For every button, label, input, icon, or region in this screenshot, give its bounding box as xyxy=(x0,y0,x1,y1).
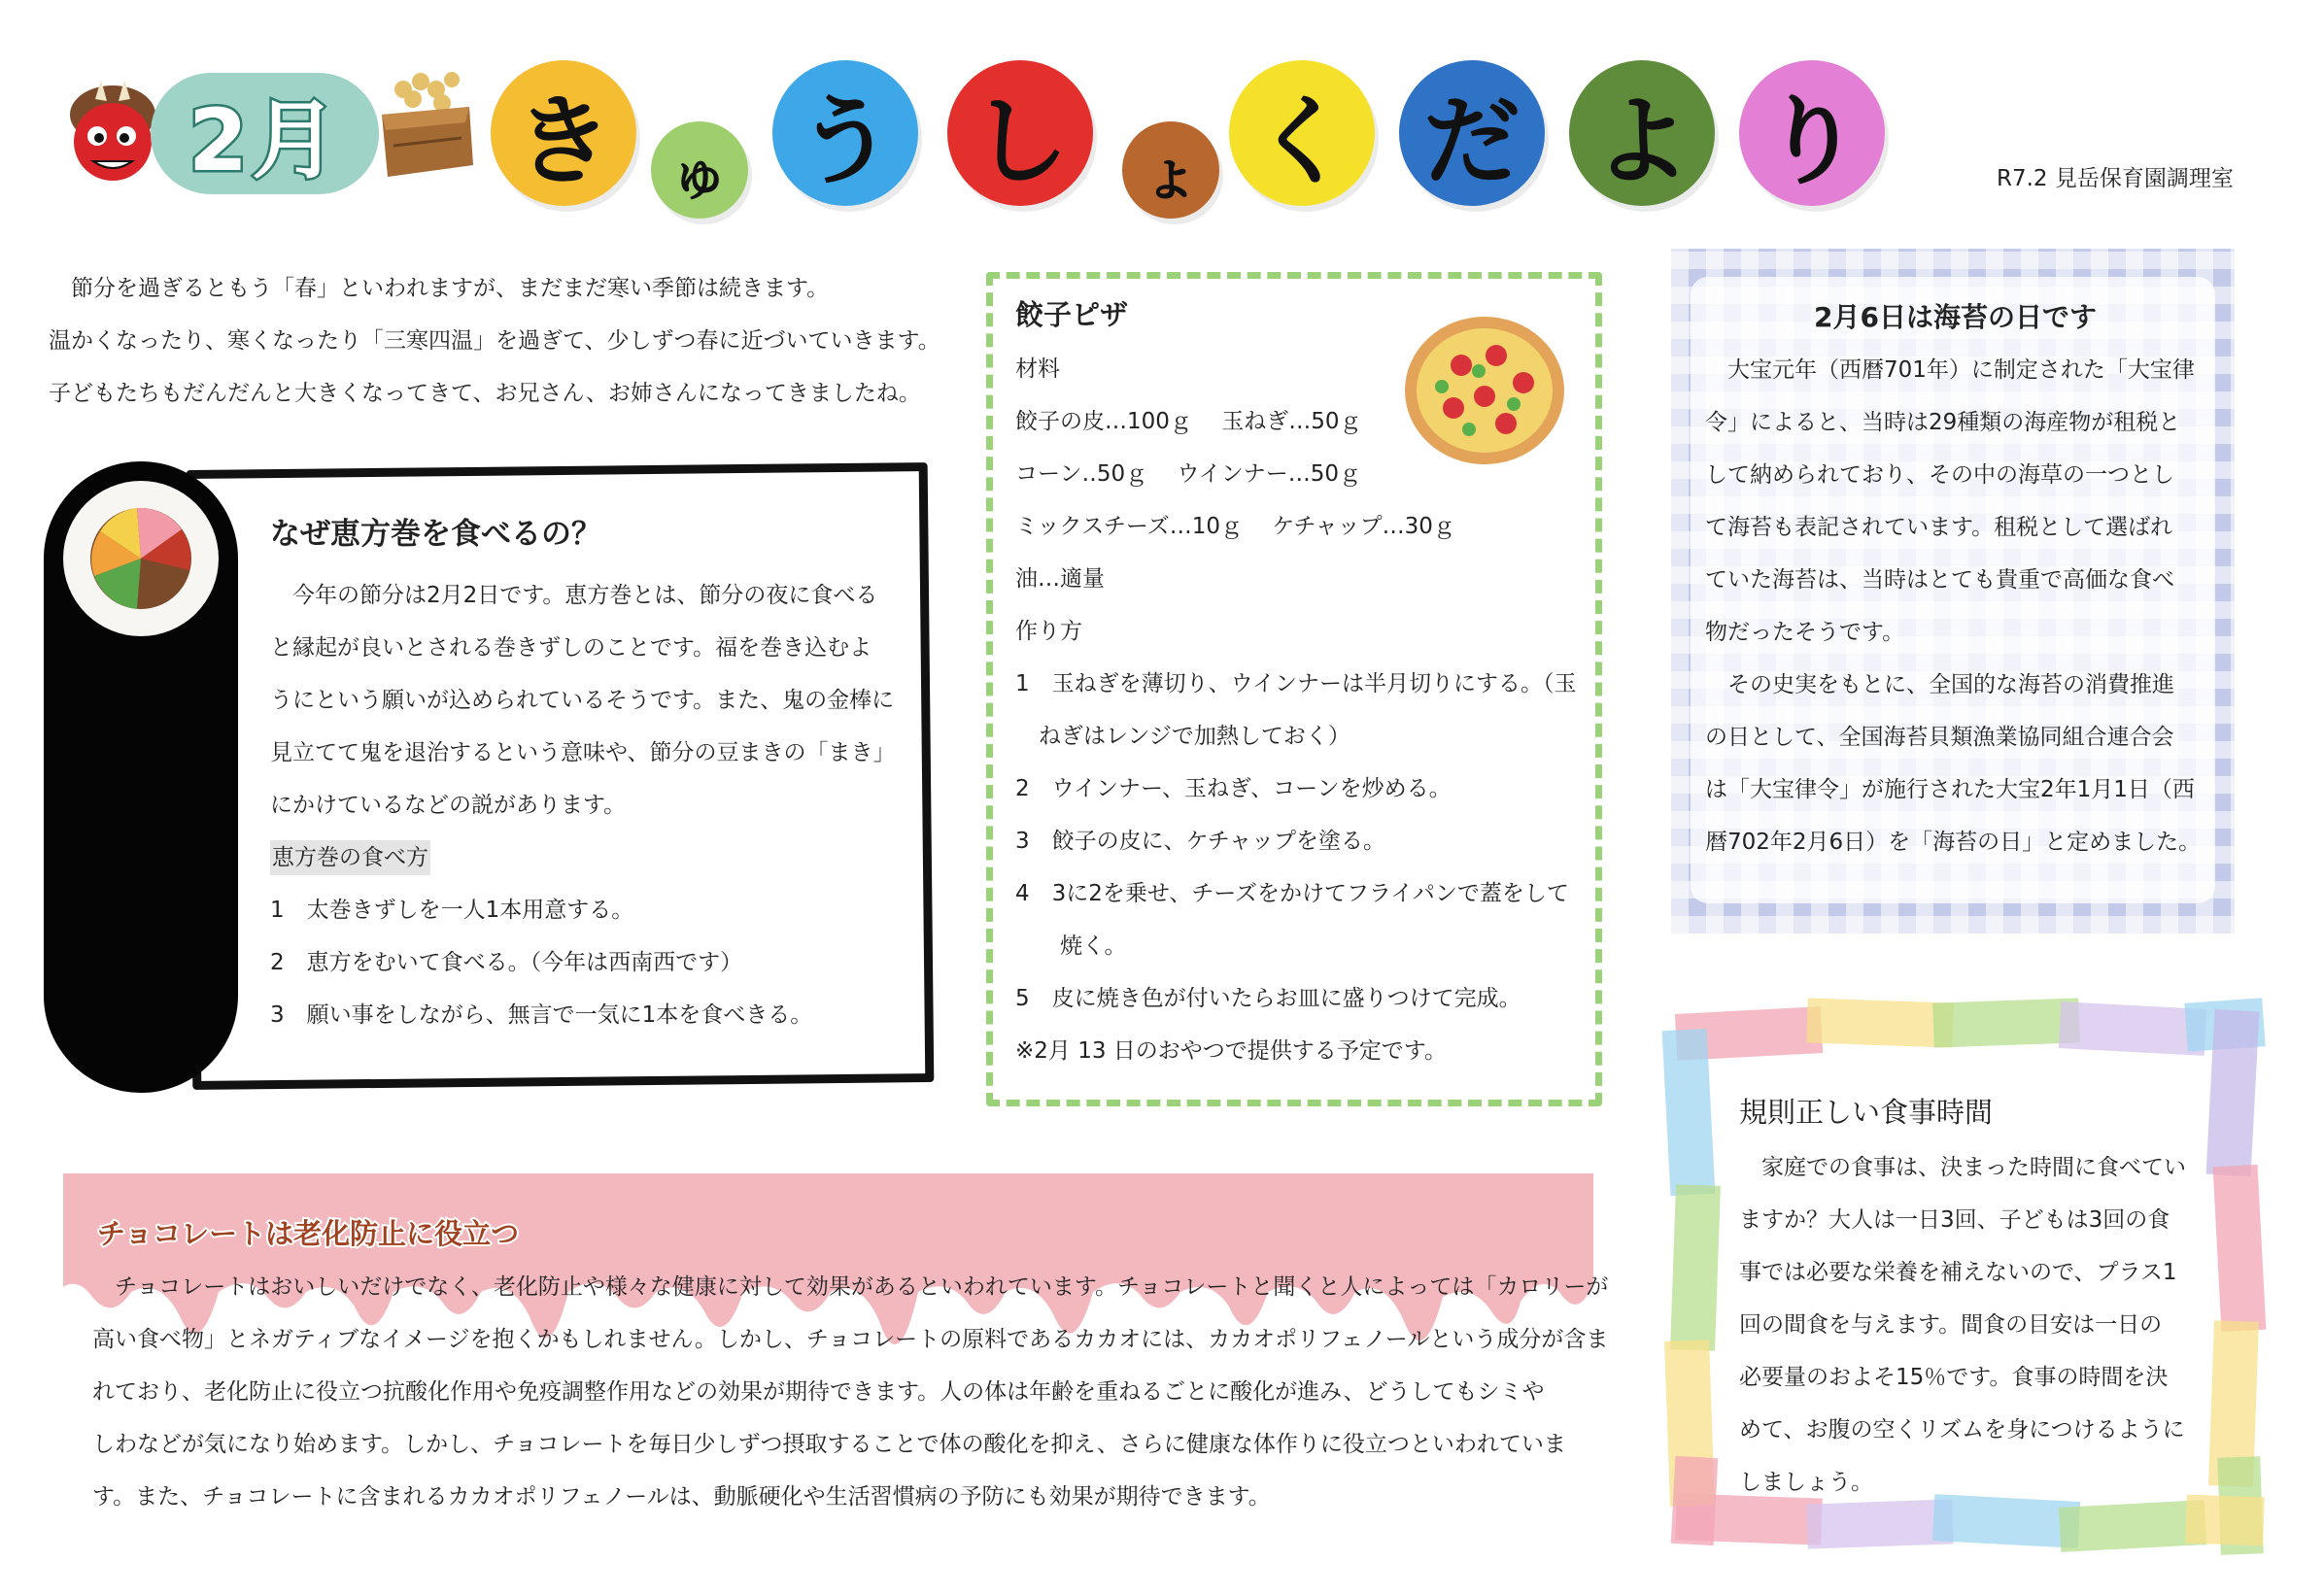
credit-text: R7.2 見岳保育園調理室 xyxy=(1997,166,2234,191)
sushi-cross-section-icon xyxy=(44,461,238,656)
title-character-circle: り xyxy=(1739,60,1885,206)
ehomaki-body-line: 今年の節分は2月2日です。恵方巻とは、節分の夜に食べる xyxy=(270,583,878,608)
meal-article xyxy=(1739,1083,2205,1509)
title-character-circle: よ xyxy=(1569,60,1715,206)
title-character-circle: ょ xyxy=(1122,121,1219,219)
nori-body-line: 大宝元年（西暦701年）に制定された「大宝律 xyxy=(1705,357,2195,383)
recipe-step: 1 玉ねぎを薄切り、ウインナーは半月切りにする。（玉 xyxy=(1015,671,1577,696)
ehomaki-step: 3 願い事をしながら、無言で一気に1本を食べきる。 xyxy=(270,1002,813,1028)
title-character-circle: き xyxy=(491,60,636,206)
nori-body-line: の日として、全国海苔貝類漁業協同組合連合会 xyxy=(1705,725,2174,750)
ingredient-line: 油…適量 xyxy=(1015,566,1105,592)
chocolate-title: チョコレートは老化防止に役立つ xyxy=(97,1217,520,1250)
ehomaki-article xyxy=(270,505,906,1041)
nori-body-line: して納められており、その中の海草の一つとし xyxy=(1705,462,2174,488)
ingredients-label: 材料 xyxy=(1015,356,1060,382)
ehomaki-body-line: と縁起が良いとされる巻きずしのことです。福を巻き込むよ xyxy=(270,635,872,661)
meal-body-line: 必要量のおよそ15％です。食事の時間を決 xyxy=(1739,1365,2169,1390)
ehomaki-subheading: 恵方巻の食べ方 xyxy=(270,840,430,875)
meal-body-line: 回の間食を与えます。間食の目安は一日の xyxy=(1739,1312,2163,1338)
ehomaki-step: 2 恵方をむいて食べる。（今年は西南西です） xyxy=(270,950,743,975)
title-character-circle: う xyxy=(772,60,918,206)
recipe-step-continuation: ねぎはレンジで加熱しておく） xyxy=(1039,724,1350,749)
intro-text xyxy=(49,262,940,420)
meal-body-line: しましょう。 xyxy=(1739,1470,1873,1495)
intro-line: 節分を過ぎるともう「春」といわれますが、まだまだ寒い季節は続きます。 xyxy=(49,276,830,301)
nori-body-line: は「大宝律令」が施行された大宝2年1月1日（西 xyxy=(1705,777,2195,802)
meal-title: 規則正しい食事時間 xyxy=(1739,1096,1994,1129)
nori-body-line: 物だったそうです。 xyxy=(1705,620,1905,645)
ingredient-line: ミックスチーズ…10ｇ ケチャップ…30ｇ xyxy=(1015,514,1455,539)
ehomaki-body-line: 見立てて鬼を退治するという意味や、節分の豆まきの「まき」 xyxy=(270,740,896,765)
ehomaki-title: なぜ恵方巻を食べるの？ xyxy=(270,517,601,552)
chocolate-article xyxy=(92,1261,1609,1523)
method-label: 作り方 xyxy=(1015,619,1082,644)
recipe-step: 4 3に2を乗せ、チーズをかけてフライパンで蓋をして xyxy=(1015,881,1569,906)
ingredient-line: コーン‥50ｇ ウインナー…50ｇ xyxy=(1015,461,1362,487)
ehomaki-step: 1 太巻きずしを一人1本用意する。 xyxy=(270,898,634,923)
title-character-circle: ゅ xyxy=(651,121,748,219)
tape-strip xyxy=(2206,1009,2260,1176)
tape-strip xyxy=(1806,998,1954,1047)
title-character-circle: く xyxy=(1229,60,1375,206)
tape-strip xyxy=(1932,998,2080,1047)
nori-body-line: 暦702年2月6日）を「海苔の日」と定めました。 xyxy=(1705,830,2202,855)
ehomaki-body-line: うにという願いが込められているそうです。また、鬼の金棒に xyxy=(270,688,895,713)
meal-body-line: 事では必要な栄養を補えないので、プラス1 xyxy=(1739,1260,2177,1285)
month-badge: 2月 xyxy=(151,73,379,194)
pizza-title: 餃子ピザ xyxy=(1015,298,1129,331)
chocolate-body-line: 高い食べ物」とネガティブなイメージを抱くかもしれません。しかし、チョコレートの原料であるカカオには、カカオポリフェノールという成分が含ま xyxy=(92,1327,1609,1352)
ehomaki-body-line: にかけているなどの説があります。 xyxy=(270,793,627,818)
recipe-note: ※2月 13 日のおやつで提供する予定です。 xyxy=(1015,1038,1447,1064)
intro-line: 温かくなったり、寒くなったり「三寒四温」を過ぎて、少しずつ春に近づいていきます。 xyxy=(49,328,940,354)
chocolate-body-line: れており、老化防止に役立つ抗酸化作用や免疫調整作用などの効果が期待できます。人の体は年齢を重ねるごとに酸化が進み、どうしてもシミや xyxy=(92,1379,1545,1405)
recipe-step: 5 皮に焼き色が付いたらお皿に盛りつけて完成。 xyxy=(1015,986,1521,1011)
recipe-step: 2 ウインナー、玉ねぎ、コーンを炒める。 xyxy=(1015,776,1452,801)
chocolate-body-line: す。また、チョコレートに含まれるカカオポリフェノールは、動脈硬化や生活習慣病の予防にも効果が期待できます。 xyxy=(92,1484,1271,1510)
nori-article xyxy=(1705,291,2205,868)
nori-body-line: て海苔も表記されています。租税として選ばれ xyxy=(1705,515,2173,540)
intro-line: 子どもたちもだんだんと大きくなってきて、お兄さん、お姉さんになってきましたね。 xyxy=(49,381,921,406)
meal-body-line: めて、お腹の空くリズムを身につけるように xyxy=(1739,1417,2185,1442)
recipe-step-continuation: 焼く。 xyxy=(1060,933,1127,959)
ehomaki-roll-illustration xyxy=(44,461,238,1093)
bean-box-illustration xyxy=(374,68,476,185)
nori-title: 2月6日は海苔の日です xyxy=(1814,301,2097,333)
pizza-recipe xyxy=(1015,287,1589,1077)
tape-strip xyxy=(1662,1029,1716,1196)
nori-body-line: 令」によると、当時は29種類の海産物が租税と xyxy=(1705,410,2181,435)
chocolate-body-line: しわなどが気になり始めます。しかし、チョコレートを毎日少しずつ摂取することで体の酸化を抑え、さらに健康な体作りに役立つといわれていま xyxy=(92,1432,1566,1457)
chocolate-body-line: チョコレートはおいしいだけでなく、老化防止や様々な健康に対して効果があるといわれています。チョコレートと聞くと人によっては「カロリーが xyxy=(92,1274,1609,1300)
nori-body-line: その史実をもとに、全国的な海苔の消費推進 xyxy=(1705,672,2174,697)
title-character-circle: し xyxy=(947,60,1093,206)
recipe-step: 3 餃子の皮に、ケチャップを塗る。 xyxy=(1015,829,1386,854)
meal-body-line: 家庭での食事は、決まった時間に食べてい xyxy=(1739,1155,2186,1180)
tape-strip xyxy=(1671,1456,1719,1545)
nori-body-line: ていた海苔は、当時はとても貴重で高価な食べ xyxy=(1705,567,2174,593)
tape-strip xyxy=(2213,1165,2267,1332)
tape-strip xyxy=(1670,1184,1721,1351)
meal-body-line: ますか？大人は一日3回、子どもは3回の食 xyxy=(1739,1207,2170,1233)
ingredient-line: 餃子の皮…100ｇ 玉ねぎ…50ｇ xyxy=(1015,409,1362,434)
title-character-circle: だ xyxy=(1399,60,1545,206)
